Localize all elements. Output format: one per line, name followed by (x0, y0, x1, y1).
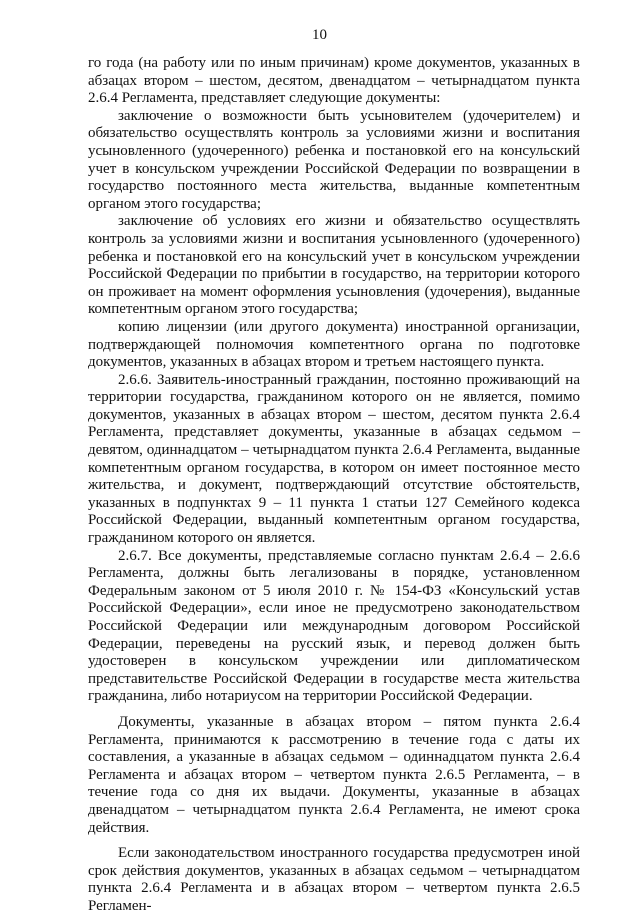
page-number: 10 (312, 27, 327, 43)
paragraph-2-6-7: 2.6.7. Все документы, представляемые согласно пунктам 2.6.4 – 2.6.6 Регламента, должны быть легализованы в порядке, установленном Федеральным законом от 5 июля 2010 г. № 154-ФЗ «Консульский устав Российской Федерации», если иное не предусмотрено законодательством Российской Федерации или международным договором Российской Федерации, переведены на русский язык, и перевод должен быть удостоверен в консульском учреждении или дипломатическом представительстве Российской Федерации в государстве места жительства гражданина, либо нотариусом на территории Российской Федерации. (88, 547, 580, 705)
paragraph-2-6-6: 2.6.6. Заявитель-иностранный гражданин, постоянно проживающий на территории государства, гражданином которого он не является, помимо документов, указанных в абзацах втором – шестом, десятом пункта 2.6.4 Регламента, представляет документы, указанные в абзацах седьмом – девятом, одиннадцатом – четырнадцатом пункта 2.6.4 Регламента, выданные компетентным органом государства, в котором он имеет постоянное место жительства, и документ, подтверждающий отсутствие обстоятельств, указанных в подпунктах 9 – 11 пункта 1 статьи 127 Семейного кодекса Российской Федерации, выданный компетентным органом государства, гражданином которого он является. (88, 371, 580, 547)
paragraph-continuation: го года (на работу или по иным причинам) кроме документов, указанных в абзацах втором – шестом, десятом, двенадцатом – четырнадцатом пункта 2.6.4 Регламента, представляет следующие документы: (88, 55, 580, 107)
paragraph-license-copy: копию лицензии (или другого документа) иностранной организации, подтверждающей полномочия компетентного органа по подготовке документов, указанных в абзацах втором и третьем настоящего пункта. (88, 318, 580, 371)
paragraph-living-conditions-conclusion: заключение об условиях его жизни и обязательство осуществлять контроль за условиями жизни и воспитания усыновленного (удочеренного) ребенка и постановкой его на консульский учет в консульском учреждении Российской Федерации по прибытии в государство, на территории которого он проживает на момент оформления усыновления (удочерения), выданные компетентным органом этого государства; (88, 213, 580, 318)
paragraph-document-validity: Документы, указанные в абзацах втором – пятом пункта 2.6.4 Регламента, принимаются к рассмотрению в течение года с даты их составления, а указанные в абзацах седьмом – одиннадцатом пункта 2.6.4 Регламента и абзацах втором – четвертом пункта 2.6.5 Регламента, – в течение года со дня их выдачи. Документы, указанные в абзацах двенадцатом – четырнадцатом пункта 2.6.4 Регламента, не имеют срока действия. (88, 713, 580, 836)
paragraph-adoption-eligibility-conclusion: заключение о возможности быть усыновителем (удочерителем) и обязательство осуществлять контроль за условиями жизни и воспитания усыновленного (удочеренного) ребенка и постановкой его на консульский учет в консульском учреждении Российской Федерации по возвращении в государство постоянного места жительства, выданные компетентным органом этого государства; (88, 107, 580, 212)
document-body (88, 55, 580, 916)
paragraph-foreign-law-validity: Если законодательством иностранного государства предусмотрен иной срок действия документов, указанных в абзацах седьмом – четырнадцатом пункта 2.6.4 Регламента и в абзацах втором – четвертом пункта 2.6.5 Регламен- (88, 845, 580, 914)
